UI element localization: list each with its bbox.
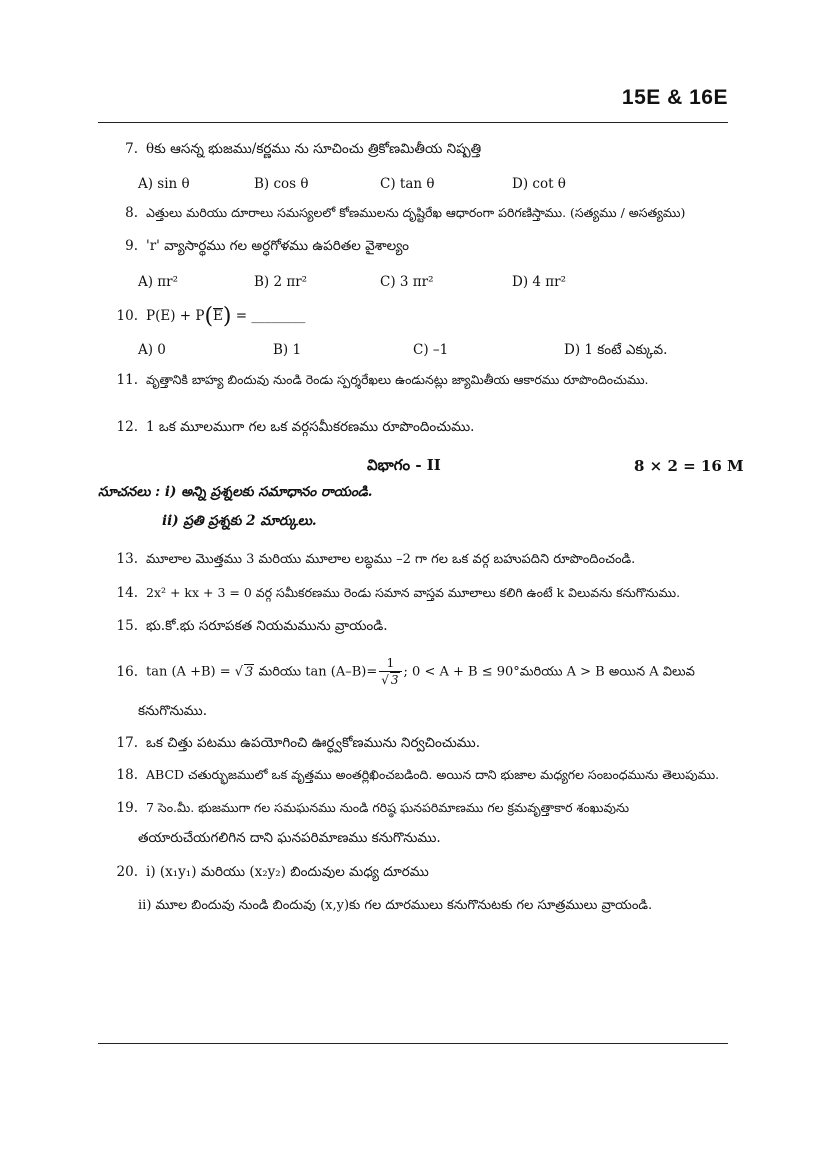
question-13 bbox=[104, 551, 635, 570]
question-number: 12. bbox=[116, 419, 138, 435]
q10-blank: ________ bbox=[251, 308, 306, 324]
q16-frac-den: 3 bbox=[390, 673, 399, 687]
paper-code: 15E & 16E bbox=[621, 86, 728, 109]
instructions-line-1 bbox=[98, 484, 373, 503]
q9-option-a: A) πr² bbox=[138, 274, 179, 290]
question-text: ఒక చిత్తు పటము ఉపయోగించి ఊర్ధ్వకోణమును నిర్వచించుము. bbox=[146, 735, 480, 751]
question-number: 19. bbox=[116, 800, 138, 816]
question-number: 16. bbox=[116, 663, 138, 680]
question-20 bbox=[104, 864, 429, 883]
q9-option-b: B) 2 πr² bbox=[254, 274, 308, 290]
question-19 bbox=[104, 800, 629, 819]
question-16 bbox=[104, 656, 695, 688]
q7-option-b: B) cos θ bbox=[254, 176, 309, 192]
question-text: 1 ఒక మూలముగా గల ఒక వర్గసమీకరణము రూపొందించుము. bbox=[146, 419, 475, 435]
question-text: 2x² + kx + 3 = 0 వర్గ సమీకరణము రెండు సమాన వాస్తవ మూలాలు కలిగి ఉంటే k విలువను కనుగొనుము. bbox=[146, 585, 681, 600]
q7-option-d: D) cot θ bbox=[512, 176, 566, 192]
q10-option-d: D) 1 కంటే ఎక్కువ. bbox=[564, 342, 668, 358]
question-number: 15. bbox=[116, 618, 138, 634]
question-number: 7. bbox=[125, 141, 138, 157]
question-text: ఎత్తులు మరియు దూరాలు సమస్యలలో కోణములను దృష్టిరేఖ ఆధారంగా పరిగణిస్తాము. (సత్యము / అసత్యము) bbox=[146, 205, 686, 220]
question-number: 17. bbox=[116, 735, 138, 751]
q10-e-bar: E bbox=[213, 308, 223, 324]
question-10 bbox=[104, 304, 305, 329]
question-number: 13. bbox=[116, 551, 138, 567]
question-number: 11. bbox=[116, 372, 138, 388]
instruction-2: ii) ప్రతి ప్రశ్నకు 2 మార్కులు. bbox=[162, 513, 317, 529]
question-14 bbox=[104, 585, 680, 604]
section-marks: 8 × 2 = 16 M bbox=[634, 457, 744, 475]
q9-option-d: D) 4 πr² bbox=[512, 274, 566, 290]
q19-line-2: తయారుచేయగలిగిన దాని ఘనపరిమాణము కనుగొనుము. bbox=[138, 830, 441, 846]
question-8 bbox=[104, 205, 685, 224]
question-number: 20. bbox=[116, 864, 138, 880]
q10-close-paren: ) bbox=[222, 304, 232, 329]
question-text: tan (A +B) = √ 3 మరియు tan (A–B)= $\frac{1}{√ 3}$ ; 0 < A + B ≤ 90°మరియు A > B అయిన A విలువ bbox=[146, 656, 695, 687]
footer-rule bbox=[98, 1043, 728, 1044]
q16-part-3: ; 0 < A + B ≤ 90°మరియు A > B అయిన A విలువ bbox=[403, 664, 695, 680]
question-text: 'r' వ్యాసార్థము గల అర్ధగోళము ఉపరితల వైశాల్యం bbox=[146, 238, 409, 254]
q10-expr-part-a: P(E) + P bbox=[146, 308, 205, 324]
q7-option-a: A) sin θ bbox=[138, 176, 190, 192]
q10-option-a: A) 0 bbox=[138, 342, 166, 358]
question-text: భు.కో.భు సరూపకత నియమమును వ్రాయండి. bbox=[146, 618, 388, 634]
q10-option-c: C) –1 bbox=[413, 342, 449, 358]
question-number: 18. bbox=[116, 767, 138, 783]
question-number: 8. bbox=[125, 205, 138, 221]
question-number: 10. bbox=[116, 308, 138, 324]
question-17 bbox=[104, 735, 480, 754]
q7-option-c: C) tan θ bbox=[380, 176, 435, 192]
question-text bbox=[146, 304, 305, 329]
instruction-1: i) అన్ని ప్రశ్నలకు సమాధానం రాయండి. bbox=[164, 484, 373, 500]
section-title: విభాగం - II bbox=[367, 456, 441, 474]
instructions-label: సూచనలు : bbox=[98, 484, 161, 500]
question-text: ABCD చతుర్భుజములో ఒక వృత్తము అంతర్లిఖించబడింది. అయిన దాని భుజాల మధ్యగల సంబంధమును తెలుపుము. bbox=[146, 767, 720, 782]
q16-fraction bbox=[379, 656, 401, 688]
q16-sqrt-value: 3 bbox=[245, 664, 254, 680]
question-number: 9. bbox=[125, 238, 138, 254]
q10-equals: = bbox=[235, 308, 248, 324]
header-rule bbox=[98, 122, 728, 123]
q16-part-1: tan (A +B) = bbox=[146, 664, 231, 680]
question-text: మూలాల మొత్తము 3 మరియు మూలాల లబ్ధము –2 గా గల ఒక వర్గ బహుపదిని రూపొందించండి. bbox=[146, 552, 636, 567]
question-12 bbox=[104, 419, 474, 438]
question-7 bbox=[104, 141, 481, 160]
q20-line-2: ii) మూల బిందువు నుండి బిందువు (x,y)కు గల దూరములు కనుగొనుటకు గల సూత్రములు వ్రాయండి. bbox=[138, 898, 653, 913]
question-text: i) (x₁y₁) మరియు (x₂y₂) బిందువుల మధ్య దూరము bbox=[146, 864, 429, 880]
q16-frac-den-wrap: √ 3 bbox=[381, 673, 399, 687]
q9-option-c: C) 3 πr² bbox=[380, 274, 434, 290]
question-number: 14. bbox=[116, 585, 138, 601]
question-15 bbox=[104, 618, 388, 637]
question-text: 7 సెం.మీ. భుజముగా గల సమఘనము నుండి గరిష్ఠ ఘనపరిమాణము గల క్రమవృత్తాకార శంఖువును bbox=[146, 800, 630, 815]
q16-part-2: మరియు tan (A–B)= bbox=[258, 664, 378, 680]
question-text: θకు ఆసన్న భుజము/కర్ణము ను సూచించు త్రికోణమితీయ నిష్పత్తి bbox=[146, 141, 482, 157]
q16-line-2: కనుగొనుము. bbox=[138, 703, 207, 719]
question-9 bbox=[104, 238, 409, 257]
q10-option-b: B) 1 bbox=[273, 342, 302, 358]
q10-open-paren: ( bbox=[204, 304, 214, 329]
question-18 bbox=[104, 767, 719, 786]
q16-frac-num: 1 bbox=[379, 656, 401, 672]
question-text: వృత్తానికి బాహ్య బిందువు నుండి రెండు స్పర్శరేఖలు ఉండునట్లు జ్యామితీయ ఆకారము రూపొందించుము. bbox=[146, 372, 649, 387]
question-11 bbox=[104, 372, 649, 391]
